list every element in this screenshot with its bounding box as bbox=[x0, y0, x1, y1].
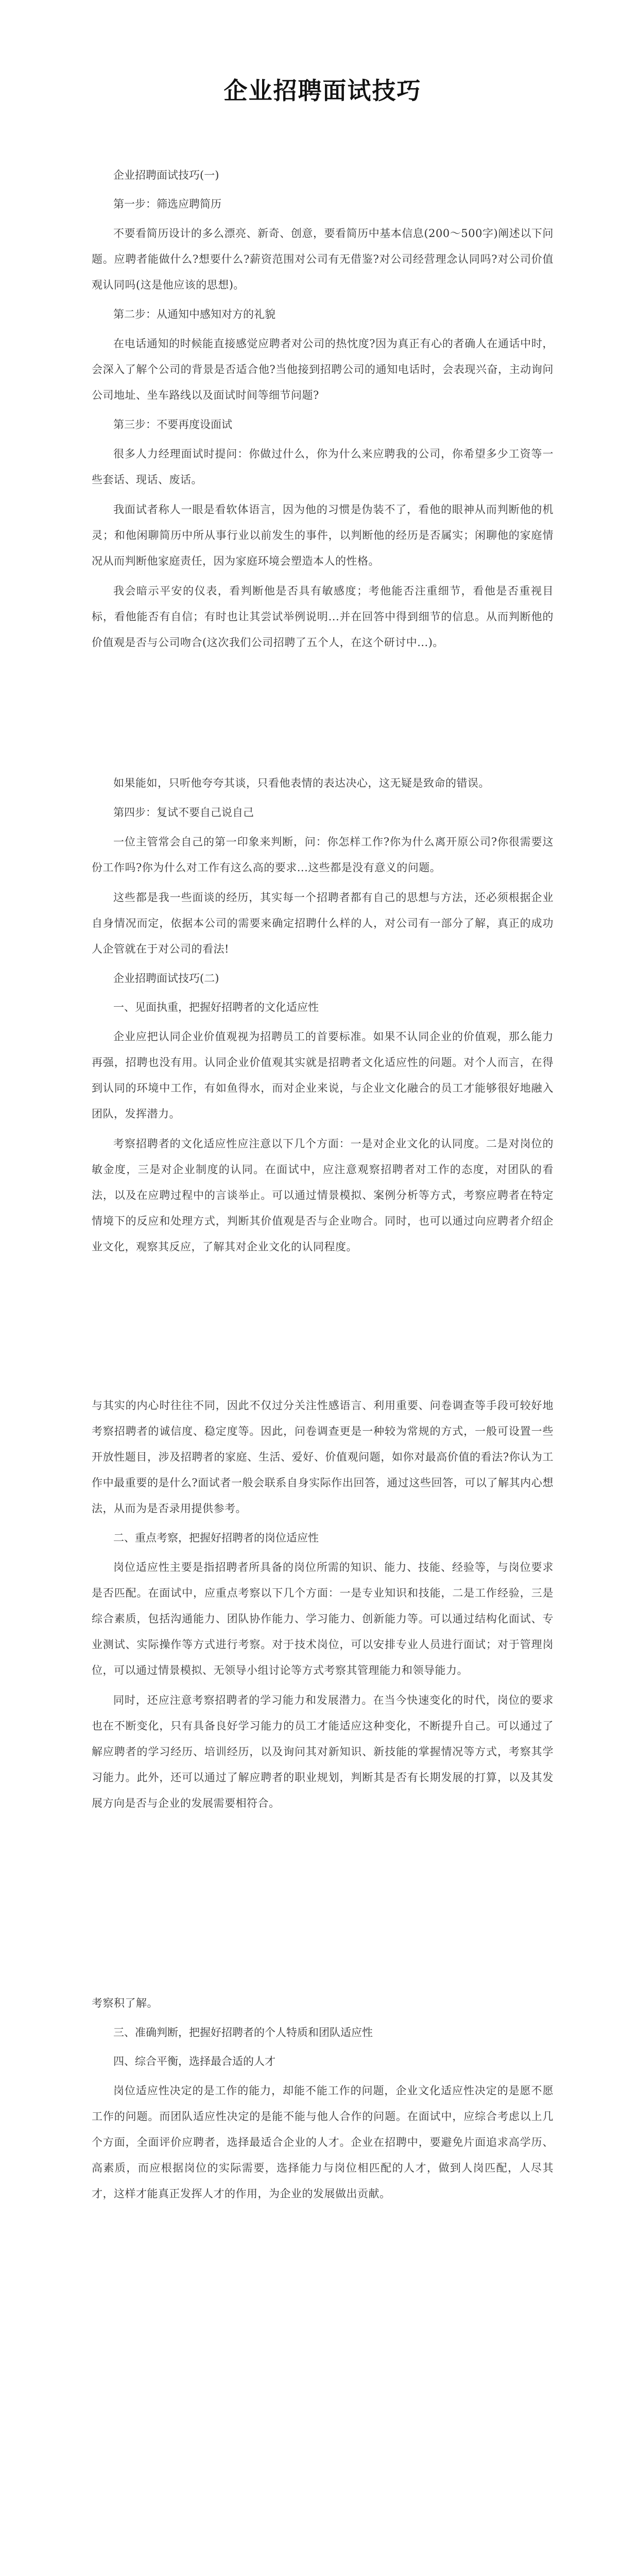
page-gap bbox=[92, 1264, 554, 1393]
part2-paragraph-1: 岗位适应性主要是指招聘者所具备的岗位所需的知识、能力、技能、经验等，与岗位要求是否匹配。在面试中，应重点考察以下几个方面：一是专业知识和技能，二是工作经验，三是综合素质，包括沟通能力、团队协作能力、学习能力、创新能力等。可以通过结构化面试、专业测试、实际操作等方式进行考察。对于技术岗位，可以安排专业人员进行面试；对于管理岗位，可以通过情景模拟、无领导小组讨论等方式考察其管理能力和领导能力。 bbox=[92, 1561, 554, 1676]
part2-paragraph-3: 考察积了解。 bbox=[92, 1997, 158, 2009]
step4-heading: 第四步：复试不要自己说自己 bbox=[113, 806, 254, 819]
part1-paragraph-1: 企业应把认同企业价值观视为招聘员工的首要标准。如果不认同企业的价值观，那么能力再强，招聘也没有用。认同企业价值观其实就是招聘者文化适应性的问题。对个人而言，在得到认同的环境中工作，有如鱼得水，而对企业来说，与企业文化融合的员工才能够很好地融入团队，发挥潜力。 bbox=[92, 1030, 554, 1120]
step2-heading: 第二步：从通知中感知对方的礼貌 bbox=[113, 308, 275, 320]
page-gap bbox=[92, 1820, 554, 1990]
step4-paragraph-2: 这些都是我一些面谈的经历，其实每一个招聘者都有自己的思想与方法，还必须根据企业自身情况而定，依据本公司的需要来确定招聘什么样的人，对公司有一部分了解，真正的成功人企管就在于对公司的看法! bbox=[92, 891, 554, 955]
part2-heading: 二、重点考察，把握好招聘者的岗位适应性 bbox=[113, 1532, 319, 1544]
section1-heading: 企业招聘面试技巧(一) bbox=[113, 169, 219, 181]
step4-paragraph-1: 一位主管常会自己的第一印象来判断，问：你怎样工作?你为什么离开原公司?你很需要这份工作吗?你为什么对工作有这么高的要求...这些都是没有意义的问题。 bbox=[92, 836, 554, 874]
part4-heading: 四、综合平衡，选择最合适的人才 bbox=[113, 2055, 275, 2067]
step1-paragraph: 不要看简历设计的多么漂亮、新奇、创意，要看简历中基本信息(200～500字)阐述以下问题。应聘者能做什么?想要什么?薪资范围对公司有无借鉴?对公司经营理念认同吗?对公司价值观认同吗(这是他应该的思想)。 bbox=[92, 227, 554, 291]
step3-paragraph-1: 很多人力经理面试时提问：你做过什么，你为什么来应聘我的公司，你希望多少工资等一些套话、现话、废话。 bbox=[92, 448, 554, 486]
page-gap bbox=[92, 659, 554, 770]
part2-paragraph-2: 同时，还应注意考察招聘者的学习能力和发展潜力。在当今快速变化的时代，岗位的要求也在不断变化，只有具备良好学习能力的员工才能适应这种变化，不断提升自己。可以通过了解应聘者的学习经历、培训经历，以及询问其对新知识、新技能的掌握情况等方式，考察其学习能力。此外，还可以通过了解应聘者的职业规划，判断其是否有长期发展的打算，以及其发展方向是否与企业的发展需要相符合。 bbox=[92, 1694, 554, 1809]
part1-paragraph-2: 考察招聘者的文化适应性应注意以下几个方面：一是对企业文化的认同度。二是对岗位的敏金度，三是对企业制度的认同。在面试中，应注意观察招聘者对工作的态度，对团队的看法，以及在应聘过程中的言谈举止。可以通过情景模拟、案例分析等方式，考察应聘者在特定情境下的反应和处理方式，判断其价值观是否与企业吻合。同时，也可以通过向应聘者介绍企业文化，观察其反应，了解其对企业文化的认同程度。 bbox=[92, 1138, 554, 1253]
part1-heading: 一、见面执重，把握好招聘者的文化适应性 bbox=[113, 1001, 319, 1013]
step3-heading: 第三步：不要再度设面试 bbox=[113, 418, 232, 431]
part4-paragraph-1: 岗位适应性决定的是工作的能力，却能不能工作的问题，企业文化适应性决定的是愿不愿工作的问题。而团队适应性决定的是能不能与他人合作的问题。在面试中，应综合考虑以上几个方面，全面评价应聘者，选择最适合企业的人才。企业在招聘中，要避免片面追求高学历、高素质，而应根据岗位的实际需要，选择能力与岗位相匹配的人才，做到人岗匹配，人尽其才，这样才能真正发挥人才的作用，为企业的发展做出贡献。 bbox=[92, 2084, 554, 2200]
step3-paragraph-2: 我面试者称人一眼是看软体语言，因为他的习惯是伪装不了，看他的眼神从而判断他的机灵；和他闲聊简历中所从事行业以前发生的事件，以判断他的经历是否属实；闲聊他的家庭情况从而判断他家庭责任，因为家庭环境会塑造本人的性格。 bbox=[92, 503, 554, 567]
step3-paragraph-4: 如果能如，只听他夸夸其谈，只看他表情的表达决心，这无疑是致命的错误。 bbox=[113, 777, 490, 789]
step3-paragraph-3: 我会暗示平安的仪表，看判断他是否具有敏感度；考他能否注重细节，看他是否重视目标，看他能否有自信；有时也让其尝试举例说明...并在回答中得到细节的信息。从而判断他的价值观是否与公司吻合(这次我们公司招聘了五个人，在这个研讨中...)。 bbox=[92, 585, 554, 649]
section2-heading: 企业招聘面试技巧(二) bbox=[113, 972, 219, 985]
document-title: 企业招聘面试技巧 bbox=[223, 77, 422, 105]
part1-paragraph-3: 与其实的内心时往往不同，因此不仅过分关注性感语言、利用重要、问卷调查等手段可较好地考察招聘者的诚信度、稳定度等。因此，问卷调查更是一种较为常规的方式，一般可设置一些开放性题目，涉及招聘者的家庭、生活、爱好、价值观问题，如你对最高价值的看法?你认为工作中最重要的是什么?面试者一般会联系自身实际作出回答，通过这些回答，可以了解其内心想法，从而为是否录用提供参考。 bbox=[92, 1399, 554, 1515]
part3-heading: 三、准确判断，把握好招聘者的个人特质和团队适应性 bbox=[113, 2026, 373, 2039]
step2-paragraph: 在电话通知的时候能直接感觉应聘者对公司的热忱度?因为真正有心的者确人在通话中时，会深入了解个公司的背景是否适合他?当他接到招聘公司的通知电话时，会表现兴奋，主动询问公司地址、坐车路线以及面试时间等细节问题? bbox=[92, 337, 554, 401]
step1-heading: 第一步：筛选应聘简历 bbox=[113, 198, 221, 210]
